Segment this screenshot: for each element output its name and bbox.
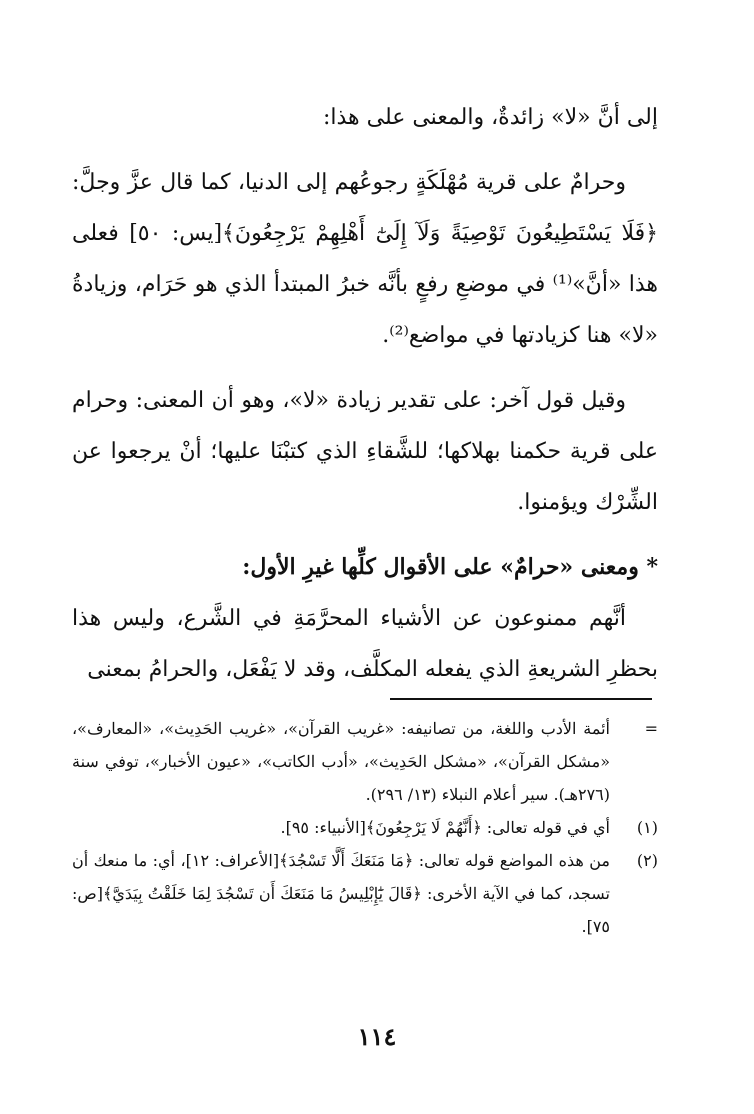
footnote-continued [72, 712, 658, 811]
paragraph-haram-meaning: وحرامٌ على قرية مُهْلَكَةٍ رجوعُهم إلى الدنيا، كما قال عزَّ وجلَّ: ﴿فَلَا يَسْتَطِيعُونَ تَوْصِيَةً وَلَآ إِلَىٰٓ أَهْلِهِمْ يَرْجِعُونَ﴾[يس: ٥٠] فعلى هذا «أنَّ»⁽¹⁾ في موضعِ رفعٍ بأنَّه خبرُ المبتدأ الذي هو حَرَام، وزيادةُ «لا» هنا كزيادتها في مواضع⁽²⁾. [72, 170, 659, 348]
footnote-1 [72, 811, 658, 844]
footnote-text: من هذه المواضع قوله تعالى: ﴿مَا مَنَعَكَ أَلَّا تَسْجُدَ﴾[الأعراف: ١٢]، أي: ما منعك أن تسجد، كما في الآية الأخرى: ﴿قَالَ يَٰٓإِبْلِيسُ مَا مَنَعَكَ أَن تَسْجُدَ لِمَا خَلَقْتُ بِيَدَيَّ﴾[ص: ٧٥]. [72, 851, 610, 936]
main-text [72, 92, 658, 695]
footnote-2 [72, 844, 658, 943]
footnote-marker: (١) [636, 818, 658, 837]
footnote-marker: (٢) [636, 851, 658, 870]
paragraph-prohibited: أنَّهم ممنوعون عن الأشياء المحرَّمَةِ في الشَّرع، وليس هذا بحظرِ الشريعةِ الذي يفعله المكلَّف، وقد لا يَفْعَل، والحرامُ بمعنى [72, 606, 658, 682]
footnotes [72, 712, 658, 943]
footnote-divider [390, 698, 652, 700]
footnote-text: أئمة الأدب واللغة، من تصانيفه: «غريب القرآن»، «غريب الحَدِيث»، «المعارف»، «مشكل القرآن»، «مشكل الحَدِيث»، «أدب الكاتب»، «عيون الأخبار»، توفي سنة (٢٧٦هـ). سير أعلام النبلاء (١٣/ ٢٩٦). [72, 719, 610, 804]
paragraph-intro: إلى أنَّ «لا» زائدةٌ، والمعنى على هذا: [322, 105, 658, 130]
footnote-text: أي في قوله تعالى: ﴿أَنَّهُمْ لَا يَرْجِعُونَ﴾[الأنبياء: ٩٥]. [280, 818, 610, 837]
footnote-marker: = [644, 719, 658, 738]
section-heading: * ومعنى «حرامٌ» على الأقوال كلِّها غيرِ الأول: [242, 554, 658, 580]
page-number: ١١٤ [357, 1022, 397, 1051]
paragraph-other-opinion: وقيل قول آخر: على تقدير زيادة «لا»، وهو أن المعنى: وحرام على قرية حكمنا بهلاكها؛ للشَّقاءِ الذي كتبْنَا عليها؛ أنْ يرجعوا عن الشِّرْك ويؤمنوا. [72, 388, 658, 515]
